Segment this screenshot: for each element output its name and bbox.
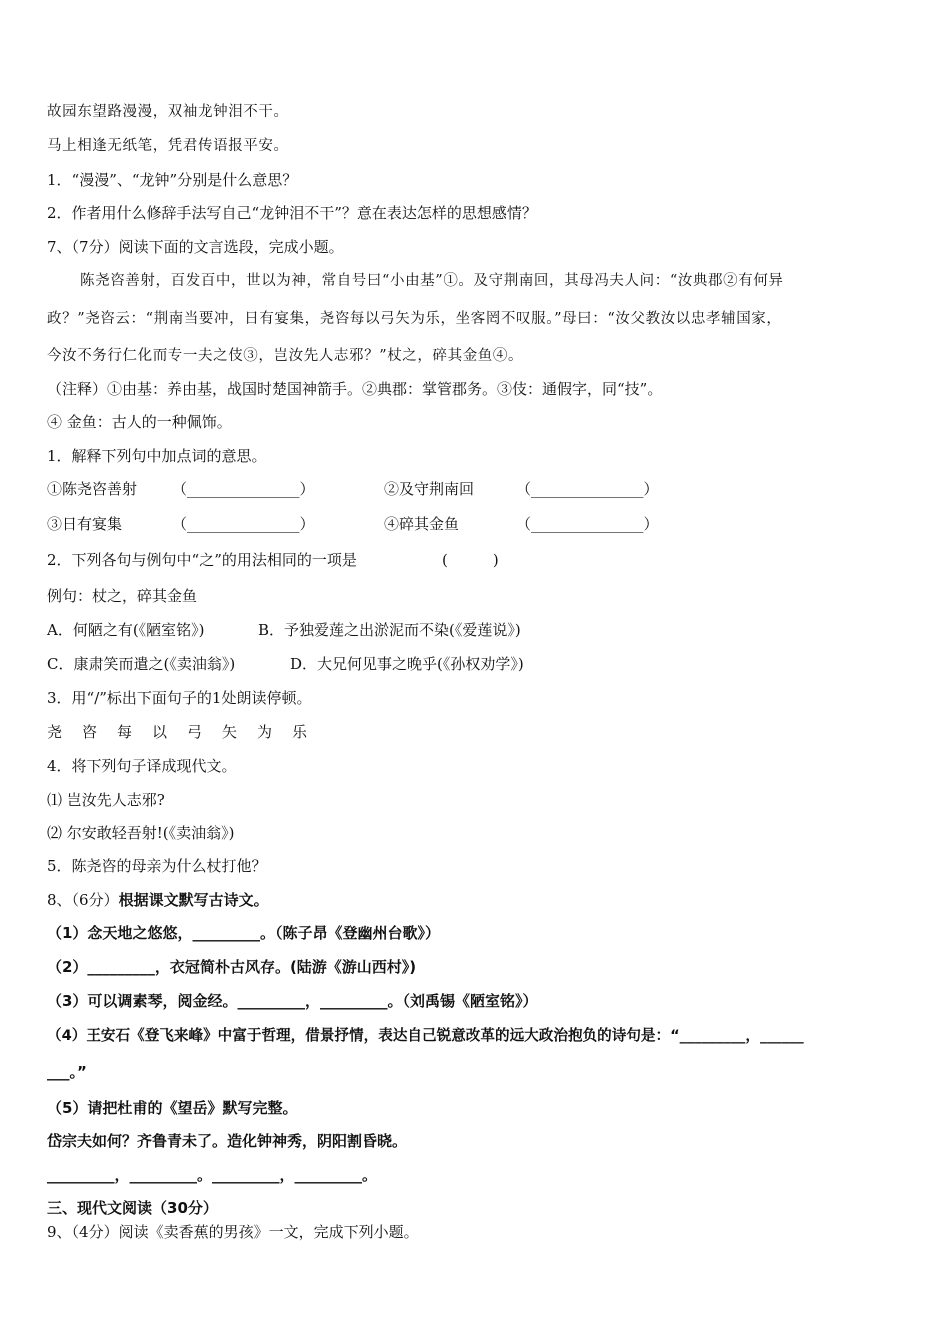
- passage-line: 今汝不务行仁化而专一夫之伎③，岂汝先人志邪？”杖之，碎其金鱼④。: [47, 348, 524, 364]
- answer-blank[interactable]: （_______________）: [516, 480, 659, 498]
- sub-question: 5．陈尧咨的母亲为什么杖打他？: [47, 857, 267, 875]
- option-a: A．何陋之有(《陋室铭》): [47, 621, 205, 639]
- sub-question: 4．将下列句子译成现代文。: [47, 757, 237, 775]
- passage-line: 政？”尧咨云：“荆南当要冲，日有宴集，尧咨每以弓矢为乐，坐客罔不叹服。”母曰：“汝父教汝以忠孝辅国家，: [47, 311, 782, 327]
- answer-blank[interactable]: （_______________）: [172, 480, 315, 498]
- question-header: 7、（7分）阅读下面的文言选段，完成小题。: [47, 238, 344, 256]
- sub-question: 1．解释下列句中加点词的意思。: [47, 447, 267, 465]
- recite-item: （2）_________，衣冠简朴古风存。(陆游《游山西村》): [47, 958, 417, 976]
- recite-item-cont: ___。”: [47, 1063, 87, 1081]
- question-title: 根据课文默写古诗文。: [118, 891, 269, 909]
- option-b: B．予独爱莲之出淤泥而不染(《爱莲说》): [258, 621, 521, 639]
- example: 例句：杖之，碎其金鱼: [47, 587, 198, 605]
- recite-item: （1）念天地之悠悠，_________。（陈子昂《登幽州台歌》）: [47, 924, 440, 942]
- question-header: [47, 890, 269, 910]
- question-header: 9、（4分）阅读《卖香蕉的男孩》一文，完成下列小题。: [47, 1223, 419, 1241]
- question: 2．作者用什么修辞手法写自己“龙钟泪不干”？意在表达怎样的思想感情？: [47, 204, 537, 222]
- sub-question: 3．用“/”标出下面句子的1处朗读停顿。: [47, 689, 312, 707]
- option-c: C．康肃笑而遣之(《卖油翁》): [47, 655, 236, 673]
- answer-blank[interactable]: （_______________）: [172, 515, 315, 533]
- recite-item: （5）请把杜甫的《望岳》默写完整。: [47, 1099, 298, 1117]
- pause-sentence[interactable]: 尧咨每以弓矢为乐: [47, 723, 328, 741]
- poem-text: 岱宗夫如何？齐鲁青未了。造化钟神秀，阴阳割昏晓。: [47, 1132, 408, 1150]
- item-label: ③日有宴集: [47, 515, 123, 533]
- item-label: ④碎其金鱼: [384, 515, 460, 533]
- poem-line: 故园东望路漫漫，双袖龙钟泪不干。: [47, 104, 289, 120]
- section-title: 三、现代文阅读（30分）: [47, 1199, 218, 1217]
- sub-question: 2．下列各句与例句中“之”的用法相同的一项是: [47, 551, 357, 569]
- answer-paren[interactable]: ( ): [442, 551, 499, 569]
- answer-blanks[interactable]: _________，_________。_________，_________。: [47, 1166, 378, 1184]
- annotation: ④ 金鱼：古人的一种佩饰。: [47, 413, 232, 431]
- poem-line: 马上相逢无纸笔，凭君传语报平安。: [47, 138, 289, 154]
- recite-item: （4）王安石《登飞来峰》中富于哲理，借景抒情，表达自己锐意改革的远大政治抱负的诗句是：“_________，______: [47, 1027, 804, 1044]
- translate-item: ⑵ 尔安敢轻吾射!(《卖油翁》): [47, 824, 235, 842]
- question: 1．“漫漫”、“龙钟”分别是什么意思？: [47, 171, 298, 189]
- item-label: ②及守荆南回: [384, 480, 475, 498]
- question-number: 8、（6分）: [47, 891, 119, 909]
- recite-item: （3）可以调素琴，阅金经。_________，_________。（刘禹锡《陋室铭》）: [47, 992, 538, 1010]
- answer-blank[interactable]: （_______________）: [516, 515, 659, 533]
- passage-line: 陈尧咨善射，百发百中，世以为神，常自号曰“小由基”①。及守荆南回，其母冯夫人问：“汝典郡②有何异: [80, 273, 784, 289]
- item-label: ①陈尧咨善射: [47, 480, 138, 498]
- translate-item: ⑴ 岂汝先人志邪?: [47, 791, 165, 809]
- option-d: D．大兄何见事之晚乎(《孙权劝学》): [290, 655, 524, 673]
- annotation: （注释）①由基：养由基，战国时楚国神箭手。②典郡：掌管郡务。③伎：通假字，同“技”。: [47, 380, 663, 398]
